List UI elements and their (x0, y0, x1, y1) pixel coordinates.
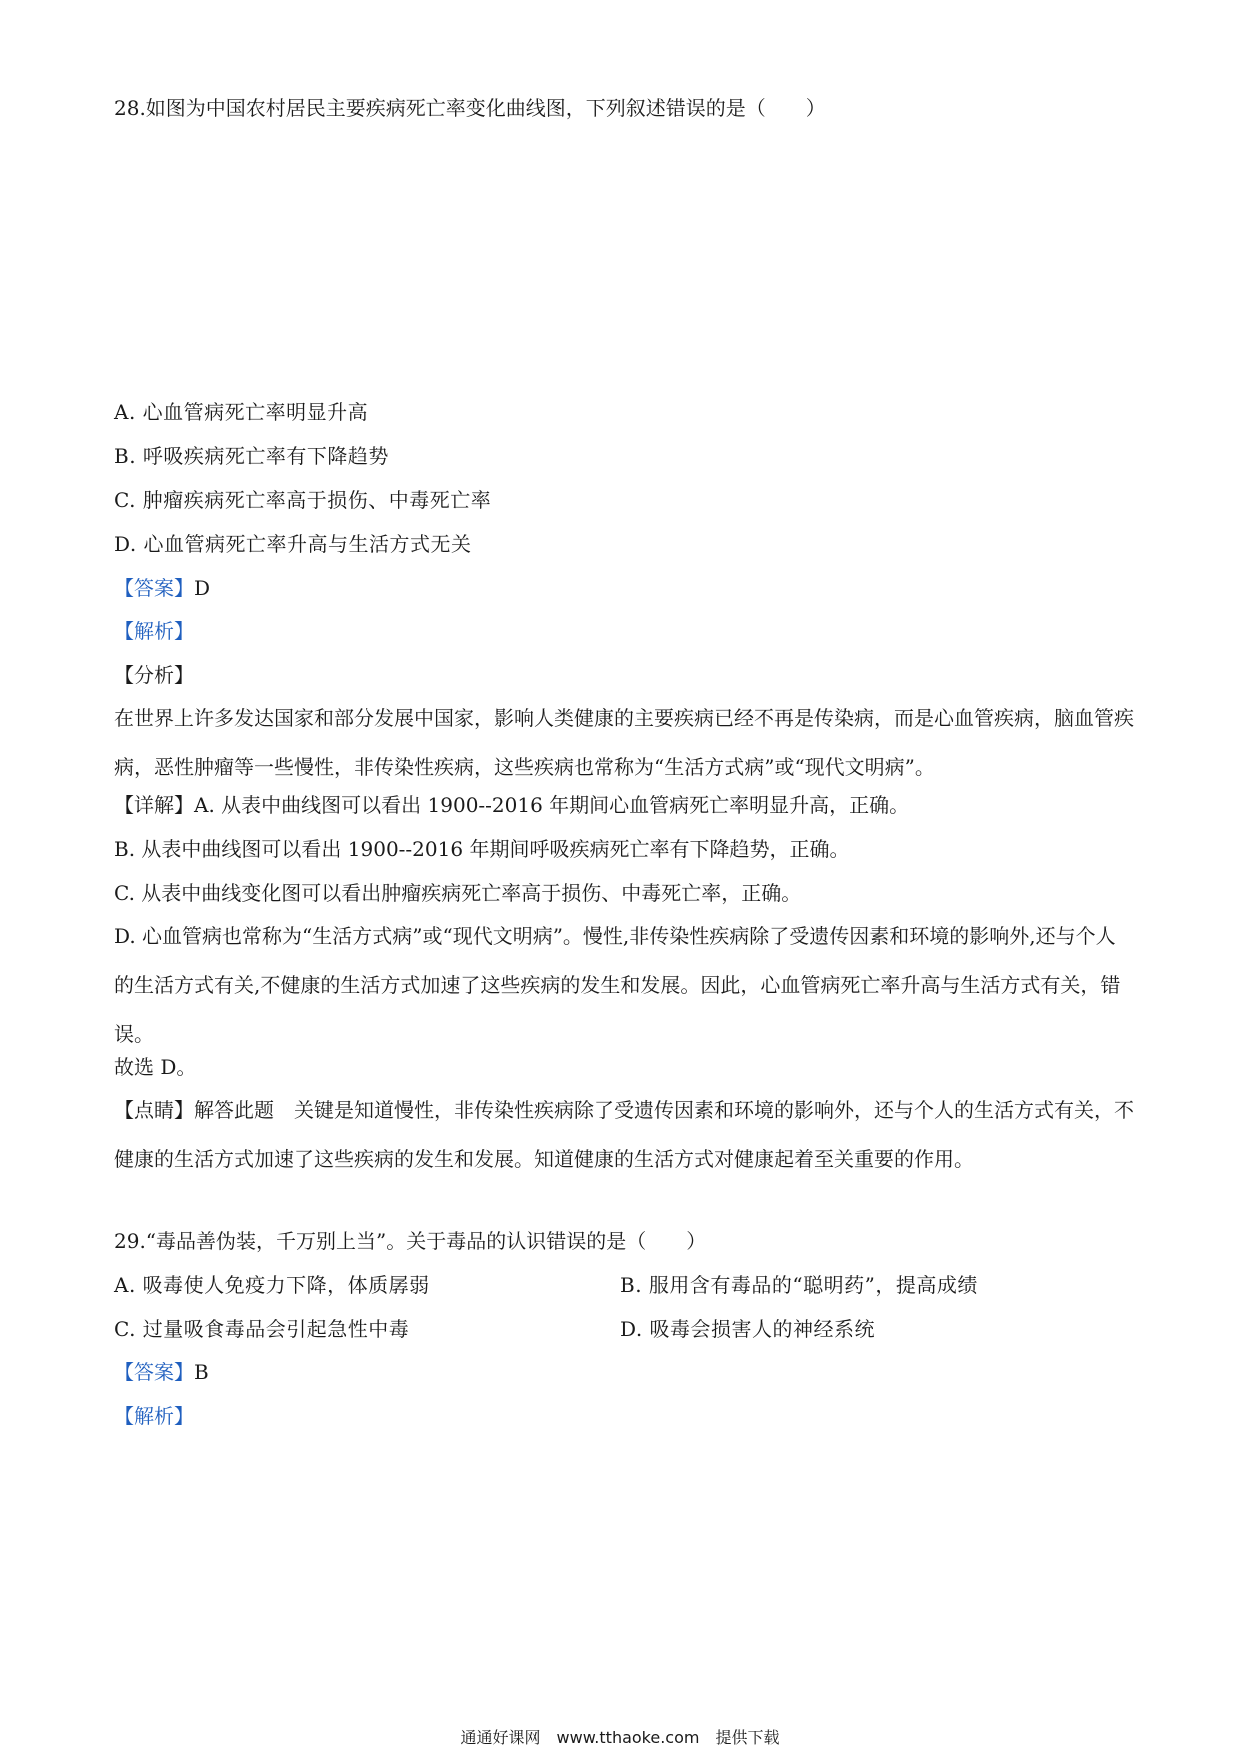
q28-option-a: A. 心血管病死亡率明显升高 (114, 400, 369, 424)
q28-conclusion: 故选 D。 (114, 1055, 197, 1079)
q28-xiangjie-d: D. 心血管病也常称为“生活方式病”或“现代文明病”。慢性,非传染性疾病除了受遗传因素和环境的影响外,还与个人的生活方式有关,不健康的生活方式加速了这些疾病的发生和发展。因此，心血管病死亡率升高与生活方式有关，错误。 (114, 924, 1121, 1046)
q28-option-d: D. 心血管病死亡率升高与生活方式无关 (114, 532, 472, 556)
q28-option-b: B. 呼吸疾病死亡率有下降趋势 (114, 444, 389, 468)
q29-option-a: A. 吸毒使人免疫力下降，体质孱弱 (114, 1273, 430, 1297)
q28-fenxi-tag: 【分析】 (114, 663, 194, 687)
mortality-line-chart (110, 150, 690, 385)
q28-answer-line (114, 576, 210, 600)
xiangjie-tag: 【详解】 (114, 793, 194, 817)
q29-option-c: C. 过量吸食毒品会引起急性中毒 (114, 1317, 410, 1341)
q28-dianjing (114, 1086, 1134, 1184)
q28-option-c: C. 肿瘤疾病死亡率高于损伤、中毒死亡率 (114, 488, 492, 512)
q28-analysis-tag: 【解析】 (114, 619, 194, 643)
q29-option-d: D. 吸毒会损害人的神经系统 (620, 1317, 876, 1341)
q29-analysis-tag: 【解析】 (114, 1404, 194, 1428)
answer-value: D (194, 576, 211, 600)
page-footer: 通通好课网 www.tthaoke.com 提供下载 (460, 1728, 780, 1747)
q28-xiangjie-a-line (114, 793, 909, 817)
q29-option-b: B. 服用含有毒品的“聪明药”，提高成绩 (620, 1273, 978, 1297)
answer-tag: 【答案】 (114, 1360, 194, 1384)
dianjing-text: 解答此题 关键是知道慢性，非传染性疾病除了受遗传因素和环境的影响外，还与个人的生活方式有关，不健康的生活方式加速了这些疾病的发生和发展。知道健康的生活方式对健康起着至关重要的作用。 (114, 1098, 1134, 1171)
dianjing-tag: 【点睛】 (114, 1098, 194, 1122)
q29-question: 29.“毒品善伪装，千万别上当”。关于毒品的认识错误的是（ ） (114, 1229, 707, 1253)
q29-answer-line (114, 1360, 209, 1384)
q28-fenxi-text: 在世界上许多发达国家和部分发展中国家，影响人类健康的主要疾病已经不再是传染病，而是心血管疾病，脑血管疾病，恶性肿瘤等一些慢性，非传染性疾病，这些疾病也常称为“生活方式病”或“现代文明病”。 (114, 706, 1134, 779)
q28-question: 28.如图为中国农村居民主要疾病死亡率变化曲线图，下列叙述错误的是（ ） (114, 96, 826, 120)
xiangjie-a: A. 从表中曲线图可以看出 1900--2016 年期间心血管病死亡率明显升高，正确。 (194, 793, 910, 817)
answer-value: B (194, 1360, 209, 1384)
answer-tag: 【答案】 (114, 576, 194, 600)
q28-xiangjie-b: B. 从表中曲线图可以看出 1900--2016 年期间呼吸疾病死亡率有下降趋势，正确。 (114, 837, 850, 861)
q28-xiangjie-c: C. 从表中曲线变化图可以看出肿瘤疾病死亡率高于损伤、中毒死亡率，正确。 (114, 881, 802, 905)
